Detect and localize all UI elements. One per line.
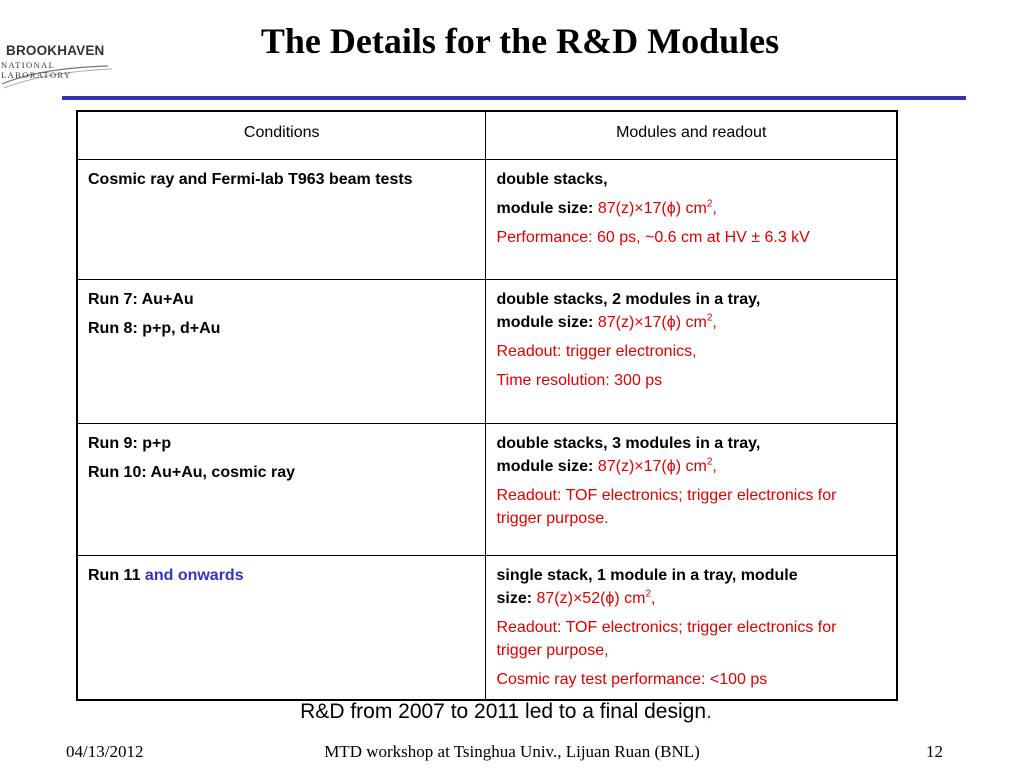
condition-line: Run 11 and onwards [88,567,244,584]
modules-note: Readout: trigger electronics, [496,343,697,360]
module-size-value: 87(z)×52(ϕ) $cm^2$, [536,588,656,607]
module-size-line [496,311,886,334]
condition-highlight: and onwards [144,567,244,584]
condition-line: Run 10: Au+Au, cosmic ray [88,464,296,481]
condition-line: Cosmic ray and Fermi-lab T963 beam tests [88,171,413,188]
brookhaven-logo [0,36,120,94]
table-header-row [77,111,897,160]
module-size-value: 87(z)×17(ϕ) $cm^2$, [597,456,717,475]
condition-line: Run 9: p+p [88,435,172,452]
table-row [77,556,897,701]
modules-cell [486,280,897,424]
condition-cell [77,160,486,280]
module-size-line [496,197,886,220]
modules-note: Readout: TOF electronics; trigger electronics for trigger purpose, [496,619,837,659]
logo-brand: BROOKHAVEN [6,43,105,58]
table-row [77,280,897,424]
header-conditions: Conditions [77,111,486,160]
modules-note: Cosmic ray test performance: <100 ps [496,671,768,688]
module-size-label: module size: [496,458,594,475]
module-size-label: size: [496,590,533,607]
condition-line: Run 7: Au+Au [88,291,194,308]
caption-period: . [706,700,712,723]
module-size-value: 87(z)×17(ϕ) $cm^2$, [597,198,717,217]
modules-note: Time resolution: 300 ps [496,372,663,389]
modules-line: single stack, 1 module in a tray, module [496,567,798,584]
modules-line: double stacks, [496,171,608,188]
condition-cell [77,280,486,424]
module-size-label: module size: [496,200,594,217]
modules-cell [486,424,897,556]
table-row [77,160,897,280]
slide-caption [0,700,1024,724]
footer-page-number: 12 [926,742,943,761]
modules-table [76,110,898,701]
modules-note: Performance: 60 ps, ~0.6 cm at HV ± 6.3 kV [496,229,810,246]
module-size-value: 87(z)×17(ϕ) $cm^2$, [597,312,717,331]
modules-line: double stacks, 2 modules in a tray, [496,291,761,308]
module-size-line [496,455,886,478]
table-row [77,424,897,556]
modules-cell [486,556,897,701]
caption-text: R&D from 2007 to 2011 led to a final design [300,700,707,723]
logo-subtitle: NATIONAL LABORATORY [1,60,72,80]
module-size-line [496,587,886,610]
condition-line: Run 8: p+p, d+Au [88,320,221,337]
condition-cell [77,556,486,701]
footer-date: 04/13/2012 [66,742,144,761]
module-size-label: module size: [496,314,594,331]
condition-cell [77,424,486,556]
header-modules: Modules and readout [486,111,897,160]
modules-line: double stacks, 3 modules in a tray, [496,435,761,452]
modules-note: Readout: TOF electronics; trigger electronics for trigger purpose. [496,487,837,527]
title-divider [62,96,966,100]
footer-event: MTD workshop at Tsinghua Univ., Lijuan Ruan (BNL) [324,742,700,761]
modules-cell [486,160,897,280]
slide-title: The Details for the R&D Modules [260,21,780,61]
